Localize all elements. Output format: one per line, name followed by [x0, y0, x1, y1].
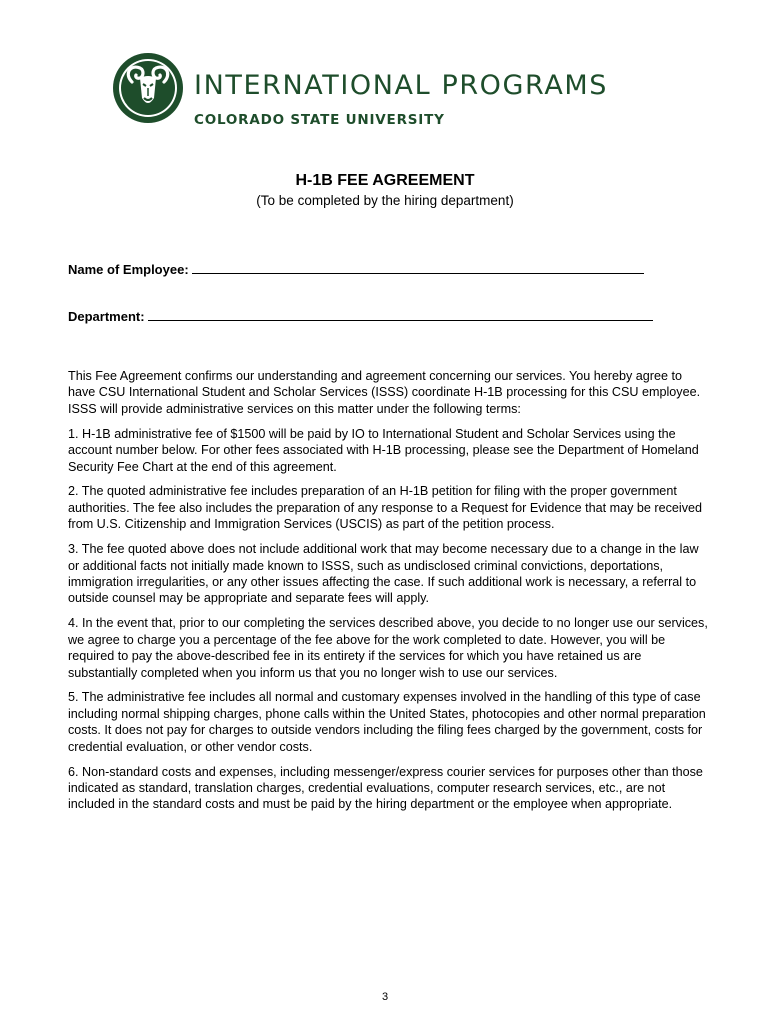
- term-2-paragraph: 2. The quoted administrative fee includes preparation of an H-1B petition for filing with the proper government authorities. The fee also includes the preparation of any response to a Request for Evidence that may be received from U.S. Citizenship and Immigration Services (USCIS) as part of the petition process.: [68, 484, 703, 532]
- header: [112, 50, 672, 130]
- term-1-paragraph: 1. H-1B administrative fee of $1500 will be paid by IO to International Student and Scholar Services using the account number below. For other fees associated with H-1B processing, please see the Department of Homeland Security Fee Chart at the end of this agreement.: [68, 426, 699, 474]
- department-input[interactable]: [148, 308, 653, 321]
- page-title: H-1B FEE AGREEMENT: [295, 172, 475, 189]
- employee-name-field: [68, 261, 644, 277]
- term-5-paragraph: 5. The administrative fee includes all normal and customary expenses involved in the handling of this type of case including normal shipping charges, phone calls within the United States, photocopies and other normal preparation costs. It does not pay for charges to outside vendors including the filing fees charged by the government, costs for credential evaluation, or other vendor costs.: [68, 690, 706, 754]
- employee-name-input[interactable]: [192, 261, 644, 274]
- department-field: [68, 308, 653, 324]
- intro-paragraph: This Fee Agreement confirms our understanding and agreement concerning our services. You hereby agree to have CSU International Student and Scholar Services (ISSS) coordinate H-1B processing for this CSU employee. ISSS will provide administrative services on this matter under the following terms:: [68, 369, 701, 416]
- page-subtitle: (To be completed by the hiring department): [256, 193, 514, 208]
- csu-ram-logo-icon: [112, 52, 184, 124]
- department-label: Department:: [68, 309, 145, 324]
- term-4-paragraph: 4. In the event that, prior to our completing the services described above, you decide to no longer use our services, we agree to charge you a percentage of the fee above for the work completed to date. However, you will be required to pay the above-described fee in its entirety if the services for which you have retained us are substantially completed when you inform us that you no longer wish to use our services.: [68, 616, 708, 680]
- org-title: INTERNATIONAL PROGRAMS: [194, 70, 609, 101]
- term-3-paragraph: 3. The fee quoted above does not include additional work that may become necessary due to a change in the law or additional facts not initially made known to ISSS, such as undisclosed criminal convictions, deportations, immigration irregularities, or any other issues affecting the case. If such additional work is necessary, a referral to outside counsel may be appropriate and separate fees will apply.: [68, 542, 699, 606]
- org-subtitle: COLORADO STATE UNIVERSITY: [194, 112, 445, 128]
- employee-name-label: Name of Employee:: [68, 262, 189, 277]
- term-6-paragraph: 6. Non-standard costs and expenses, including messenger/express courier services for purposes other than those indicated as standard, translation charges, credential evaluations, computer research services, etc., are not included in the standard costs and must be paid by the hiring department or the employee when appropriate.: [68, 764, 703, 812]
- agreement-body: [68, 368, 708, 821]
- page-number: 3: [381, 991, 389, 1003]
